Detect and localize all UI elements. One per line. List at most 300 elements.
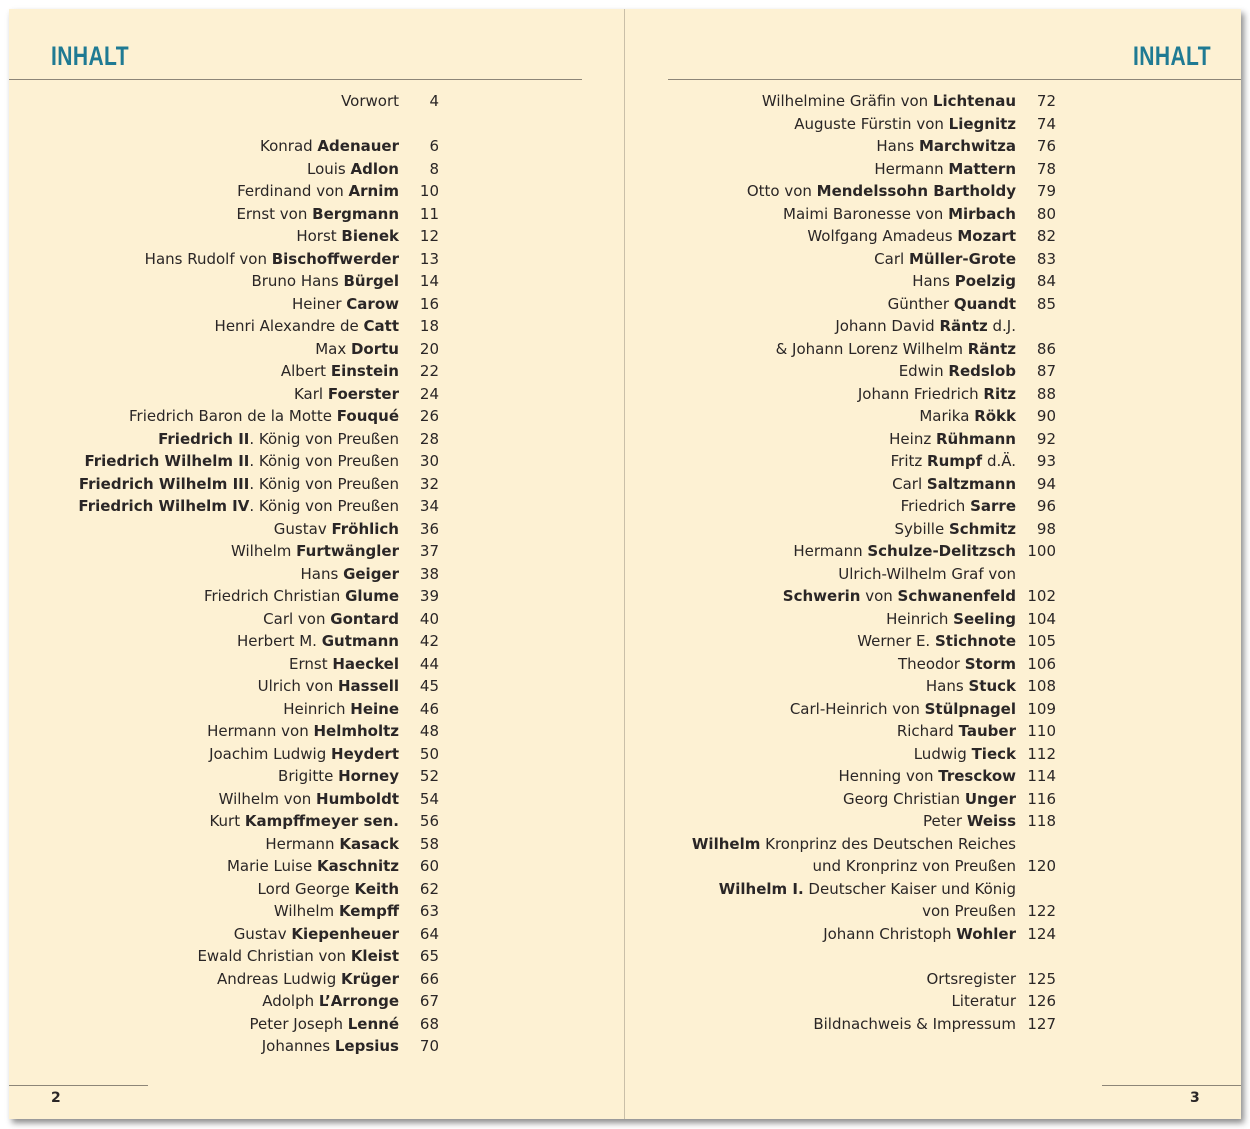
toc-entry-text: d.Ä. bbox=[982, 452, 1016, 470]
toc-entry-name bbox=[892, 473, 1016, 496]
toc-entry-text: von bbox=[860, 587, 898, 605]
toc-entry-page: 66 bbox=[419, 969, 439, 988]
toc-entry-name bbox=[874, 248, 1016, 271]
toc-entry-page: 112 bbox=[1027, 744, 1056, 763]
toc-entry-name bbox=[922, 900, 1016, 923]
toc-entry-text: Marie Luise bbox=[226, 857, 318, 875]
toc-entry-surname: Räntz bbox=[939, 317, 988, 335]
toc-entry-text: Wolfgang Amadeus bbox=[807, 227, 958, 245]
toc-entry-surname: Schwanenfeld bbox=[897, 587, 1016, 605]
toc-entry-name bbox=[926, 968, 1016, 991]
toc-entry bbox=[9, 405, 1056, 428]
toc-entry-surname: Saltzmann bbox=[926, 474, 1016, 493]
toc-entry-text: Heinz bbox=[889, 429, 936, 448]
toc-entry-text: Wilhelmine Gräfin von bbox=[761, 92, 933, 110]
toc-entry-text: Georg Christian bbox=[842, 789, 965, 808]
toc-entry-surname: Weiss bbox=[966, 812, 1016, 830]
toc-entry-surname: Mendelssohn Bartholdy bbox=[816, 182, 1016, 200]
toc-entry bbox=[9, 518, 1056, 541]
toc-entry-text: . König von Preußen bbox=[249, 474, 399, 493]
toc-entry-page: 56 bbox=[419, 812, 439, 830]
heading-rule-left bbox=[9, 79, 582, 80]
toc-entry-surname: Kiepenheuer bbox=[291, 924, 399, 943]
toc-entry bbox=[9, 900, 1056, 923]
toc-entry-text: Vorwort bbox=[341, 92, 399, 110]
toc-entry-surname: Fröhlich bbox=[331, 519, 399, 538]
toc-entry-page: 70 bbox=[419, 1037, 439, 1055]
toc-entry-surname: Rökk bbox=[974, 407, 1016, 425]
toc-entry-surname: L’Arronge bbox=[318, 992, 399, 1010]
toc-entry-text: & Johann Lorenz Wilhelm bbox=[775, 339, 968, 358]
toc-entry-page: 48 bbox=[419, 722, 439, 740]
toc-entry-surname: Redslob bbox=[948, 362, 1016, 380]
toc-entry-text: Ewald Christian von bbox=[197, 947, 351, 965]
toc-entry-page: 79 bbox=[1036, 182, 1056, 200]
toc-entry-text: Sybille bbox=[894, 519, 949, 538]
toc-entry-name bbox=[835, 315, 1016, 338]
toc-entry-text: Ferdinand von bbox=[237, 182, 349, 200]
toc-entry-page: 125 bbox=[1027, 969, 1056, 988]
toc-entry-text: Hans bbox=[876, 137, 919, 155]
toc-entry-text: Bruno Hans bbox=[251, 272, 344, 290]
toc-entry-text: Peter Joseph bbox=[249, 1014, 348, 1033]
toc-entry-surname: Lichtenau bbox=[932, 92, 1016, 110]
toc-entry-surname: Lepsius bbox=[334, 1037, 399, 1055]
toc-entry-surname: Rühmann bbox=[935, 429, 1016, 448]
toc-entry-text: Peter bbox=[923, 812, 967, 830]
toc-entry-surname: Gutmann bbox=[321, 632, 399, 650]
toc-entry-surname: Storm bbox=[964, 654, 1016, 673]
toc-entry-name bbox=[838, 765, 1016, 788]
toc-entry-name bbox=[838, 563, 1016, 586]
toc-entry bbox=[9, 113, 1056, 136]
footer-rule-right bbox=[1102, 1085, 1241, 1086]
toc-entry bbox=[9, 158, 1056, 181]
toc-entry-page: 87 bbox=[1036, 362, 1056, 380]
toc-entry-name bbox=[897, 720, 1016, 743]
toc-entry bbox=[9, 450, 1056, 473]
toc-entry-page: 85 bbox=[1036, 294, 1056, 313]
toc-entry-page: 118 bbox=[1027, 812, 1056, 830]
toc-entry bbox=[9, 1035, 439, 1058]
toc-entry-surname: Keith bbox=[354, 879, 399, 898]
toc-entry-text: Wilhelm von bbox=[218, 789, 317, 808]
toc-entry-surname: Friedrich Wilhelm II bbox=[84, 452, 250, 470]
toc-entry-text: Heinrich bbox=[283, 699, 351, 718]
toc-entry-surname: Stülpnagel bbox=[924, 699, 1016, 718]
toc-entry-text: Henri Alexandre de bbox=[214, 317, 364, 335]
toc-entry-page: 46 bbox=[419, 699, 439, 718]
page-heading-right: INHALT bbox=[1133, 41, 1211, 71]
toc-entry-page: 120 bbox=[1027, 857, 1056, 875]
toc-entry-name bbox=[858, 383, 1016, 406]
toc-entry-page: 36 bbox=[419, 519, 439, 538]
toc-entry-text: Hermann bbox=[793, 542, 868, 560]
toc-entry-page: 16 bbox=[419, 294, 439, 313]
toc-entry-text: Ludwig bbox=[913, 744, 972, 763]
toc-entry-surname: Liegnitz bbox=[948, 114, 1016, 133]
toc-entry-text: d.J. bbox=[987, 317, 1016, 335]
toc-entry-page: 38 bbox=[419, 564, 439, 583]
toc-entry-text: Albert bbox=[280, 362, 331, 380]
toc-entry-surname: Carow bbox=[346, 294, 399, 313]
toc-entry-text: Johannes bbox=[261, 1037, 335, 1055]
toc-entry-text: Herbert M. bbox=[236, 632, 322, 650]
toc-entry-text: . König von Preußen bbox=[249, 452, 399, 470]
toc-entry-page: 80 bbox=[1036, 204, 1056, 223]
toc-entry-text: Heinrich bbox=[886, 609, 954, 628]
toc-entry-page: 68 bbox=[419, 1014, 439, 1033]
toc-entry-surname: Schulze-Delitzsch bbox=[867, 542, 1016, 560]
toc-entry bbox=[9, 203, 1056, 226]
toc-entry-text: Günther bbox=[887, 294, 954, 313]
toc-entry bbox=[9, 90, 1056, 113]
toc-entry bbox=[9, 180, 1056, 203]
toc-entry-name bbox=[794, 113, 1016, 136]
toc-entry bbox=[9, 1013, 1056, 1036]
toc-entry-text: Werner E. bbox=[857, 632, 935, 650]
toc-entry-page: 54 bbox=[419, 789, 439, 808]
heading-rule-right bbox=[668, 79, 1241, 80]
toc-entry bbox=[9, 293, 1056, 316]
toc-entry-name bbox=[919, 405, 1016, 428]
toc-entry-text: Johann Christoph bbox=[823, 924, 957, 943]
toc-entry-page: 22 bbox=[419, 362, 439, 380]
toc-entry bbox=[9, 563, 1016, 586]
toc-entry-text: Brigitte bbox=[278, 767, 339, 785]
toc-entry-surname: Stuck bbox=[968, 677, 1016, 695]
toc-entry-page: 14 bbox=[419, 272, 439, 290]
toc-entry-page: 45 bbox=[419, 677, 439, 695]
toc-entry-text: Hans Rudolf von bbox=[144, 249, 272, 268]
toc-entry-text: Maimi Baronesse von bbox=[783, 204, 949, 223]
toc-entry-page: 108 bbox=[1027, 677, 1056, 695]
toc-entry-surname: Fouqué bbox=[336, 407, 399, 425]
toc-entry bbox=[9, 270, 1056, 293]
toc-entry-surname: Ritz bbox=[983, 384, 1016, 403]
toc-entry-page: 122 bbox=[1027, 902, 1056, 920]
toc-entry bbox=[9, 765, 1056, 788]
toc-entry-text: Andreas Ludwig bbox=[217, 969, 341, 988]
toc-entry-page: 83 bbox=[1036, 249, 1056, 268]
toc-entry-surname: Lenné bbox=[347, 1014, 399, 1033]
toc-entry-text: Johann David bbox=[835, 317, 940, 335]
toc-entry bbox=[9, 383, 1056, 406]
toc-entry-name bbox=[719, 878, 1016, 901]
toc-entry-text: Friedrich bbox=[900, 497, 971, 515]
toc-entry-page: 82 bbox=[1036, 227, 1056, 245]
toc-entry-page: 84 bbox=[1036, 272, 1056, 290]
toc-entry-page: 72 bbox=[1036, 92, 1056, 110]
toc-entry-surname: Dortu bbox=[350, 339, 399, 358]
toc-entry-text: Gustav bbox=[273, 519, 332, 538]
toc-entry-name bbox=[901, 495, 1016, 518]
toc-entry-text: Friedrich Christian bbox=[203, 587, 346, 605]
toc-entry bbox=[9, 968, 1056, 991]
toc-entry-page: 106 bbox=[1027, 654, 1056, 673]
toc-entry-name bbox=[951, 990, 1016, 1013]
toc-entry-page: 93 bbox=[1036, 452, 1056, 470]
toc-entry-surname: Horney bbox=[338, 767, 399, 785]
toc-entry-surname: Unger bbox=[964, 789, 1016, 808]
toc-entry bbox=[9, 608, 1056, 631]
toc-entry bbox=[9, 788, 1056, 811]
toc-entry-page: 76 bbox=[1036, 137, 1056, 155]
toc-entry-text: Louis bbox=[306, 159, 351, 178]
toc-spacer bbox=[9, 945, 1016, 968]
toc-entry-surname: Wilhelm I. bbox=[718, 879, 804, 898]
toc-entry-surname: Krüger bbox=[340, 969, 399, 988]
toc-entry-text: Carl-Heinrich von bbox=[789, 699, 925, 718]
toc-entry-page: 44 bbox=[419, 654, 439, 673]
toc-entry-text: Kurt bbox=[209, 812, 245, 830]
toc-entry-name bbox=[813, 1013, 1016, 1036]
toc-entry-name bbox=[793, 540, 1016, 563]
toc-entry-surname: Arnim bbox=[348, 182, 399, 200]
toc-entry-page: 39 bbox=[419, 587, 439, 605]
toc-entry-name bbox=[262, 1035, 399, 1058]
toc-entry-surname: Kempff bbox=[338, 902, 399, 920]
toc-entry-text: Wilhelm bbox=[231, 542, 297, 560]
toc-entry-text: Carl von bbox=[263, 609, 331, 628]
toc-entry-text: Wilhelm bbox=[273, 902, 339, 920]
toc-entry-text: von Preußen bbox=[922, 902, 1016, 920]
toc-entry-text: Auguste Fürstin von bbox=[794, 114, 949, 133]
page-number-right: 3 bbox=[1190, 1090, 1200, 1106]
toc-entry-page: 58 bbox=[419, 834, 439, 853]
page-number-left: 2 bbox=[51, 1090, 61, 1106]
toc-entry bbox=[9, 878, 1016, 901]
toc-entry-surname: Poelzig bbox=[954, 272, 1016, 290]
toc-entry-page: 105 bbox=[1027, 632, 1056, 650]
toc-entry-text: Joachim Ludwig bbox=[209, 744, 332, 763]
book-spread bbox=[9, 9, 1241, 1119]
toc-entry-surname: Catt bbox=[363, 317, 399, 335]
toc-entry-text: und Kronprinz von Preußen bbox=[812, 857, 1016, 875]
toc-entry-page: 6 bbox=[429, 137, 439, 155]
toc-entry-page: 34 bbox=[419, 497, 439, 515]
toc-entry-surname: Kampffmeyer sen. bbox=[244, 812, 399, 830]
toc-entry bbox=[9, 473, 1056, 496]
toc-entry-page: 124 bbox=[1027, 924, 1056, 943]
toc-entry-surname: Schmitz bbox=[948, 519, 1016, 538]
toc-entry-page: 42 bbox=[419, 632, 439, 650]
toc-entry bbox=[9, 923, 1056, 946]
toc-entry-surname: Bienek bbox=[341, 227, 399, 245]
toc-entry-page: 104 bbox=[1027, 609, 1056, 628]
toc-entry-name bbox=[857, 630, 1016, 653]
toc-entry-text: Ernst bbox=[289, 654, 333, 673]
toc-entry-surname: Mozart bbox=[957, 227, 1016, 245]
toc-entry-page: 78 bbox=[1036, 159, 1056, 178]
toc-entry-page: 62 bbox=[419, 879, 439, 898]
toc-entry-text: Lord George bbox=[257, 879, 355, 898]
toc-entry-surname: Marchwitza bbox=[918, 137, 1016, 155]
toc-entry-surname: Sarre bbox=[970, 497, 1016, 515]
toc-entry-page: 50 bbox=[419, 744, 439, 763]
toc-entry-page: 64 bbox=[419, 924, 439, 943]
toc-entry-surname: Heine bbox=[350, 699, 399, 718]
toc-entry-page: 102 bbox=[1027, 587, 1056, 605]
toc-entry-page: 90 bbox=[1036, 407, 1056, 425]
toc-entry-surname: Kaschnitz bbox=[317, 857, 399, 875]
toc-entry bbox=[9, 810, 1056, 833]
toc-entry-page: 12 bbox=[419, 227, 439, 245]
toc-entry-name bbox=[874, 158, 1016, 181]
toc-entry bbox=[9, 698, 1056, 721]
toc-entry-text: Hermann bbox=[874, 159, 949, 178]
toc-entry-name bbox=[876, 135, 1016, 158]
toc-entry-surname: Stichnote bbox=[934, 632, 1016, 650]
toc-entry-name bbox=[776, 338, 1016, 361]
toc-entry-surname: Bergmann bbox=[312, 204, 399, 223]
toc-entry-text: Friedrich Baron de la Motte bbox=[129, 407, 337, 425]
toc-entry-text: Hans bbox=[912, 272, 955, 290]
toc-entry-page: 37 bbox=[419, 542, 439, 560]
toc-entry-name bbox=[692, 833, 1016, 856]
toc-entry-name bbox=[926, 675, 1016, 698]
toc-entry-page: 114 bbox=[1027, 767, 1056, 785]
toc-entry-page: 74 bbox=[1036, 114, 1056, 133]
toc-entry-text: Otto von bbox=[746, 182, 817, 200]
toc-entry-page: 8 bbox=[429, 159, 439, 178]
toc-entry-text: Gustav bbox=[233, 924, 292, 943]
toc-entry-surname: Adenauer bbox=[317, 137, 399, 155]
toc-entry-page: 20 bbox=[419, 339, 439, 358]
toc-entry-page: 10 bbox=[419, 182, 439, 200]
toc-entry-text: Fritz bbox=[890, 452, 928, 470]
toc-entry-surname: Foerster bbox=[327, 384, 399, 403]
page-heading-left: INHALT bbox=[51, 41, 129, 71]
toc-entry-page: 126 bbox=[1027, 992, 1056, 1010]
toc-entry-surname: Tresckow bbox=[938, 767, 1016, 785]
toc-entry bbox=[9, 855, 1056, 878]
toc-entry-page: 4 bbox=[429, 92, 439, 110]
toc-entry-name bbox=[912, 270, 1016, 293]
toc-entry-text: Marika bbox=[919, 407, 975, 425]
toc-entry-surname: Friedrich Wilhelm III bbox=[78, 474, 250, 493]
toc-entry bbox=[9, 135, 1056, 158]
toc-entry-surname: Mattern bbox=[948, 159, 1016, 178]
toc-entry-page: 24 bbox=[419, 384, 439, 403]
toc-entry-name bbox=[888, 293, 1016, 316]
toc-entry-name bbox=[895, 518, 1016, 541]
toc-entry-page: 92 bbox=[1036, 429, 1056, 448]
toc-entry-text: Hermann bbox=[265, 834, 340, 853]
toc-entry-page: 40 bbox=[419, 609, 439, 628]
toc-entry bbox=[9, 653, 1056, 676]
toc-entry-page: 109 bbox=[1027, 699, 1056, 718]
toc-entry-surname: Tauber bbox=[958, 722, 1016, 740]
toc-entry-surname: Räntz bbox=[967, 339, 1016, 358]
toc-entry-text: Deutscher Kaiser und König bbox=[803, 879, 1016, 898]
toc-entry-text: Heiner bbox=[291, 294, 347, 313]
toc-entry-surname: Schwerin bbox=[782, 587, 861, 605]
toc-entry-surname: Kleist bbox=[350, 947, 399, 965]
toc-entry-surname: Wohler bbox=[956, 924, 1016, 943]
toc-entry-name bbox=[783, 585, 1016, 608]
toc-entry-name bbox=[790, 698, 1016, 721]
toc-list-right bbox=[9, 90, 1056, 1035]
toc-entry bbox=[9, 248, 1056, 271]
toc-entry-surname: Müller-Grote bbox=[908, 249, 1016, 268]
toc-entry-name bbox=[886, 608, 1016, 631]
toc-entry-surname: Friedrich II bbox=[158, 429, 250, 448]
toc-entry bbox=[9, 720, 1056, 743]
toc-entry-surname: Mirbach bbox=[948, 204, 1016, 223]
toc-entry-surname: Tieck bbox=[971, 744, 1016, 763]
footer-rule-left bbox=[9, 1085, 148, 1086]
toc-entry bbox=[9, 833, 1016, 856]
toc-entry-name bbox=[914, 743, 1016, 766]
toc-entry-text: Ulrich von bbox=[257, 677, 338, 695]
toc-entry-text: . König von Preußen bbox=[249, 429, 399, 448]
toc-entry-page: 110 bbox=[1027, 722, 1056, 740]
toc-entry-surname: Wilhelm bbox=[691, 834, 761, 853]
toc-entry-surname: Humboldt bbox=[316, 789, 399, 808]
toc-entry-page: 18 bbox=[419, 317, 439, 335]
toc-entry bbox=[9, 630, 1056, 653]
toc-entry-surname: Bischoffwerder bbox=[271, 249, 399, 268]
toc-entry-page: 13 bbox=[419, 249, 439, 268]
toc-entry bbox=[9, 360, 1056, 383]
toc-entry-page: 100 bbox=[1027, 542, 1056, 560]
toc-entry-text: Henning von bbox=[838, 767, 939, 785]
toc-entry-surname: Hassell bbox=[338, 677, 399, 695]
toc-entry-text: Ulrich-Wilhelm Graf von bbox=[838, 564, 1016, 583]
toc-entry bbox=[9, 338, 1056, 361]
toc-entry-page: 67 bbox=[419, 992, 439, 1010]
toc-entry bbox=[9, 675, 1056, 698]
toc-entry bbox=[9, 990, 1056, 1013]
toc-entry-name bbox=[898, 653, 1016, 676]
toc-entry-name bbox=[923, 810, 1016, 833]
toc-entry bbox=[9, 743, 1056, 766]
toc-entry-surname: Adlon bbox=[350, 159, 399, 178]
toc-entry-page: 52 bbox=[419, 767, 439, 785]
toc-entry-text: Carl bbox=[874, 249, 909, 268]
toc-entry-text: Karl bbox=[293, 384, 328, 403]
toc-entry-surname: Heydert bbox=[331, 744, 399, 763]
toc-entry-name bbox=[762, 90, 1016, 113]
toc-entry-name bbox=[889, 428, 1016, 451]
toc-entry-text: Adolph bbox=[262, 992, 319, 1010]
toc-entry-text: Literatur bbox=[951, 992, 1016, 1010]
toc-entry-name bbox=[823, 923, 1016, 946]
toc-entry-text: Hermann von bbox=[207, 722, 314, 740]
toc-entry bbox=[9, 540, 1056, 563]
toc-entry-surname: Seeling bbox=[953, 609, 1016, 628]
toc-entry-surname: Kasack bbox=[339, 834, 399, 853]
toc-entry-text: Edwin bbox=[898, 362, 949, 380]
toc-entry-surname: Geiger bbox=[343, 564, 399, 583]
toc-entry bbox=[9, 428, 1056, 451]
toc-entry-text: Hans bbox=[300, 564, 344, 583]
toc-entry-text: Theodor bbox=[897, 654, 965, 673]
toc-entry-surname: Glume bbox=[345, 587, 399, 605]
toc-entry-page: 28 bbox=[419, 429, 439, 448]
toc-entry-name bbox=[807, 225, 1016, 248]
toc-entry bbox=[9, 495, 1056, 518]
toc-entry-surname: Rumpf bbox=[927, 452, 983, 470]
toc-entry-page: 127 bbox=[1027, 1014, 1056, 1033]
toc-entry-surname: Quandt bbox=[953, 294, 1016, 313]
toc-entry-page: 30 bbox=[419, 452, 439, 470]
toc-entry-name bbox=[891, 450, 1016, 473]
toc-entry-surname: Friedrich Wilhelm IV bbox=[78, 497, 250, 515]
toc-entry-surname: Einstein bbox=[330, 362, 399, 380]
toc-entry-page: 86 bbox=[1036, 339, 1056, 358]
